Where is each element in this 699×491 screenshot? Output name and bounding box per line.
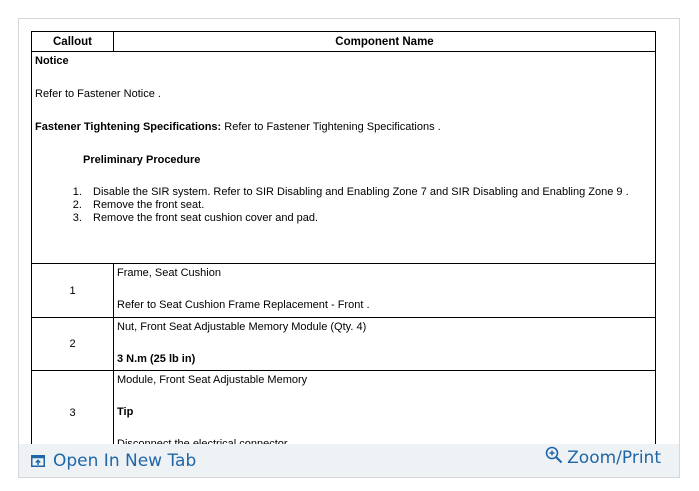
header-callout: Callout [32, 32, 114, 52]
fastener-spec-line [35, 121, 652, 133]
table-row [32, 371, 656, 455]
zoom-print-label: Zoom/Print [567, 448, 661, 468]
preliminary-procedure-title: Preliminary Procedure [83, 154, 201, 166]
notice-row [32, 52, 656, 264]
table-header-row [32, 32, 656, 52]
callout-cell: 2 [32, 318, 114, 371]
fastener-notice-text: Refer to Fastener Notice . [35, 88, 161, 100]
spacer [117, 419, 652, 438]
component-name: Frame, Seat Cushion [117, 267, 221, 279]
component-cell [114, 371, 656, 455]
callout-cell: 3 [32, 371, 114, 455]
procedure-step: 3. Remove the front seat cushion cover and pad. [85, 212, 652, 225]
zoom-print-link[interactable] [545, 448, 661, 468]
torque-spec: 3 N.m (25 lb in) [117, 353, 196, 365]
open-in-new-tab-label: Open In New Tab [53, 451, 197, 471]
tip-label: Tip [117, 406, 134, 418]
component-cell [114, 264, 656, 318]
callout-cell: 1 [32, 264, 114, 318]
spacer [117, 387, 652, 406]
open-in-new-tab-link[interactable] [31, 451, 196, 471]
component-cell [114, 318, 656, 371]
procedure-steps-list [35, 186, 652, 225]
component-detail: Refer to Seat Cushion Frame Replacement - Front . [117, 299, 370, 311]
footer-bar [19, 444, 679, 477]
components-table [31, 31, 656, 455]
table-row [32, 318, 656, 371]
procedure-step: 1. Disable the SIR system. Refer to SIR Disabling and Enabling Zone 7 and SIR Disabling and Enabling Zone 9 . [85, 186, 652, 199]
component-name: Module, Front Seat Adjustable Memory [117, 374, 308, 386]
notice-title: Notice [35, 55, 69, 67]
spacer [117, 280, 652, 299]
table-row [32, 264, 656, 318]
component-name: Nut, Front Seat Adjustable Memory Module (Qty. 4) [117, 321, 367, 333]
fastener-spec-label: Fastener Tightening Specifications: [35, 121, 222, 133]
fastener-spec-text: Refer to Fastener Tightening Specifications . [221, 121, 441, 133]
open-in-new-tab-icon [31, 455, 45, 467]
zoom-in-icon [545, 446, 563, 464]
notice-cell [32, 52, 656, 264]
spacer [117, 334, 652, 353]
header-component-name: Component Name [114, 32, 656, 52]
procedure-step: 2. Remove the front seat. [85, 199, 652, 212]
